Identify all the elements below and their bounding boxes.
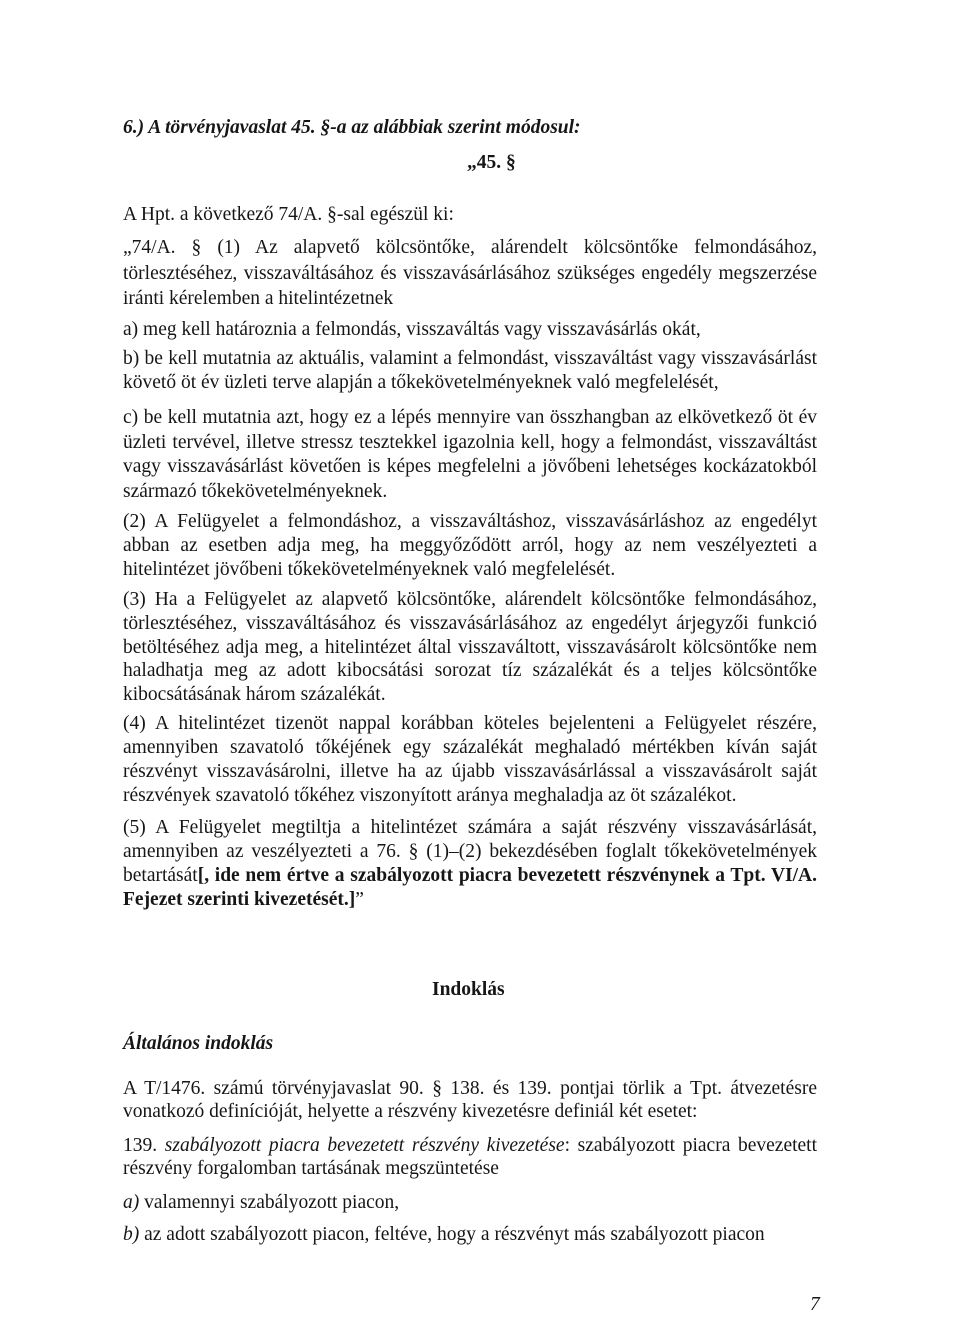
paragraph-line: részvény forgalomban tartásának megszüntetése: [123, 1158, 499, 1179]
bold-deleted-text: Fejezet szerinti kivezetését.]: [123, 889, 356, 910]
paragraph-line: iránti kérelemben a hitelintézetnek: [123, 288, 394, 309]
paragraph-74a-5: [123, 816, 817, 912]
closing-quote: ”: [355, 889, 364, 910]
definition-text: : szabályozott piacra bevezetett: [564, 1135, 818, 1156]
case-text: az adott szabályozott piacon, feltéve, hogy a részvényt más szabályozott piacon: [144, 1224, 765, 1245]
reasoning-paragraph: [123, 1077, 817, 1123]
list-item-a: [123, 318, 817, 343]
list-item-c: [123, 406, 817, 505]
case-label: b): [123, 1224, 140, 1245]
paragraph-line: (5) A Felügyelet megtiltja a hitelintézet számára a saját részvény visszavásárlását,: [123, 817, 817, 838]
paragraph-line: részvényt visszavásárolni, illetve ha az újabb visszavásárlással a visszavásárolt saját: [123, 761, 817, 782]
paragraph-line: törlesztéséhez, visszaváltásához és visszavásárlásához szükséges engedély megszerzése: [123, 262, 817, 284]
page-number: 7: [810, 1294, 820, 1315]
paragraph-line: a) meg kell határoznia a felmondás, visszaváltás vagy visszavásárlás okát,: [123, 319, 701, 340]
paragraph-line: A T/1476. számú törvényjavaslat 90. § 138. és 139. pontjai törlik a Tpt. átvezetésre: [123, 1078, 817, 1099]
paragraph-line: vagy visszavásárlást követően is képes megfelelni a jövőbeni lehetséges kockázatokból: [123, 456, 817, 478]
paragraph-line: vonatkozó definícióját, helyette a részvény kivezetésre definiál két esetet:: [123, 1101, 698, 1122]
intro-text: A Hpt. a következő 74/A. §-sal egészül ki:: [123, 204, 454, 225]
paragraph-line: „74/A. § (1) Az alapvető kölcsöntőke, alárendelt kölcsöntőke felmondásához,: [123, 237, 817, 258]
general-reasoning-heading: Általános indoklás: [123, 1033, 274, 1054]
case-b: [123, 1223, 817, 1248]
paragraph-line: amennyiben az veszélyezteti a 76. § (1)–(2) bekezdésében foglalt tőkekövetelmények: [123, 841, 817, 862]
paragraph-line: haladhatja meg az adott kibocsátási sorozat tíz százalékát és a teljes kölcsöntőke: [123, 660, 817, 682]
paragraph-74a-4: [123, 712, 817, 808]
paragraph-line: (4) A hitelintézet tizenöt nappal korábban köteles bejelenteni a Felügyelet részére,: [123, 713, 817, 734]
reasoning-heading: Indoklás: [432, 979, 505, 1000]
paragraph-line: abban az esetben adja meg, ha meggyőződött arról, hogy az nem veszélyezteti a: [123, 535, 817, 556]
definition-paragraph: [123, 1134, 817, 1180]
paragraph-74a-3: [123, 588, 817, 707]
paragraph-line: követő öt év üzleti terve alapján a tőkekövetelményeknek való megfelelését,: [123, 372, 719, 393]
paragraph-line: [123, 888, 817, 912]
case-text: valamennyi szabályozott piacon,: [144, 1192, 400, 1213]
definition-term: szabályozott piacra bevezetett részvény kivezetése: [164, 1135, 565, 1156]
paragraph-74a-1: [123, 235, 817, 312]
definition-number: 139.: [123, 1135, 158, 1156]
plain-text: betartását: [123, 865, 198, 886]
paragraph-line: hitelintézet jövőbeni tőkekövetelményeknek való megfelelését.: [123, 559, 616, 580]
paragraph-line: amennyiben szavatoló tőkéjének egy százalékát meghaladó mértékben kíván saját: [123, 737, 817, 758]
paragraph-line: betöltéséhez adja meg, a hitelintézet által visszaváltott, visszavásárolt kölcsöntőke nem: [123, 636, 817, 658]
paragraph-line: törlesztéséhez, visszaváltásához és visszavásárlásához az engedélyt árjegyzői funkció: [123, 612, 817, 634]
amendment-heading: 6.) A törvényjavaslat 45. §-a az alábbiak szerint módosul:: [123, 117, 581, 138]
paragraph-line: [123, 864, 817, 888]
case-a: [123, 1191, 817, 1216]
paragraph-74a-2: [123, 510, 817, 582]
section-marker: „45. §: [467, 152, 516, 173]
case-label: a): [123, 1192, 140, 1213]
paragraph-line: származó tőkekövetelményeknek.: [123, 481, 388, 503]
paragraph-line: (2) A Felügyelet a felmondáshoz, a visszaváltáshoz, visszavásárláshoz az engedélyt: [123, 511, 817, 532]
paragraph-line: kibocsátásának három százalékát.: [123, 684, 386, 706]
paragraph-line: részvények szavatoló tőkéhez viszonyított aránya meghaladja az öt százalékot.: [123, 785, 737, 806]
paragraph-line: üzleti tervével, illetve stressz tesztekkel igazolnia kell, hogy a felmondást, visszaváltást: [123, 431, 817, 453]
list-item-b: [123, 347, 817, 395]
paragraph-line: [123, 1134, 817, 1157]
paragraph-line: (3) Ha a Felügyelet az alapvető kölcsöntőke, alárendelt kölcsöntőke felmondásához,: [123, 589, 817, 610]
paragraph-line: b) be kell mutatnia az aktuális, valamint a felmondást, visszaváltást vagy visszavásárlást: [123, 348, 817, 369]
bold-deleted-text: [, ide nem értve a szabályozott piacra bevezetett részvénynek a Tpt. VI/A.: [197, 865, 817, 886]
paragraph-line: c) be kell mutatnia azt, hogy ez a lépés mennyire van összhangban az elkövetkező öt év: [123, 407, 817, 428]
